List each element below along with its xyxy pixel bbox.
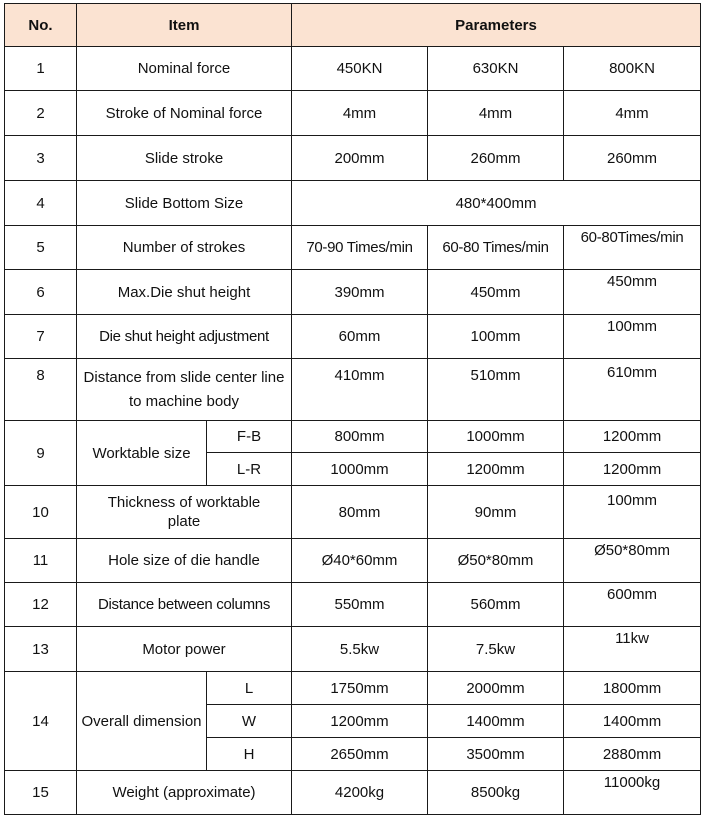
value-cell: 60-80Times/min [564,226,701,270]
row-number: 14 [5,672,77,771]
value-cell: 90mm [428,486,564,539]
table-row [5,270,701,315]
value-cell: 260mm [428,136,564,181]
item-label: Slide Bottom Size [77,181,292,226]
value-cell: 1400mm [428,705,564,738]
table-row [5,771,701,815]
row-number: 4 [5,181,77,226]
value-cell: 60mm [292,315,428,359]
sub-label: F-B [207,421,292,453]
table-row [5,136,701,181]
item-label: Distance between columns [77,583,292,627]
parameters-table [4,3,701,815]
header-no: No. [5,4,77,47]
value-cell: 1400mm [564,705,701,738]
value-cell: 100mm [564,486,701,539]
value-cell: 450mm [564,270,701,315]
item-label: Hole size of die handle [77,539,292,583]
value-cell: 11000kg [564,771,701,815]
value-cell: 410mm [292,359,428,421]
item-label: Overall dimension [77,672,207,771]
value-cell: 2880mm [564,738,701,771]
value-cell: 60-80 Times/min [428,226,564,270]
row-number: 5 [5,226,77,270]
sub-label: L-R [207,453,292,486]
value-cell: Ø50*80mm [564,539,701,583]
header-item: Item [77,4,292,47]
row-number: 6 [5,270,77,315]
value-cell: 550mm [292,583,428,627]
row-number: 9 [5,421,77,486]
value-cell: 450mm [428,270,564,315]
value-cell: 200mm [292,136,428,181]
row-number: 7 [5,315,77,359]
item-label: Die shut height adjustment [77,315,292,359]
item-label: Stroke of Nominal force [77,91,292,136]
item-label: Thickness of worktable plate [77,486,292,539]
value-cell: 480*400mm [292,181,701,226]
value-cell: 8500kg [428,771,564,815]
value-cell: 450KN [292,47,428,91]
value-cell: 630KN [428,47,564,91]
value-cell: 1200mm [564,421,701,453]
value-cell: Ø50*80mm [428,539,564,583]
item-label: Nominal force [77,47,292,91]
header-row [5,4,701,47]
item-label: Max.Die shut height [77,270,292,315]
value-cell: 260mm [564,136,701,181]
value-cell: 4mm [292,91,428,136]
value-cell: 100mm [564,315,701,359]
value-cell: 800KN [564,47,701,91]
table-row [5,91,701,136]
header-parameters: Parameters [292,4,701,47]
table-row [5,539,701,583]
value-cell: 7.5kw [428,627,564,672]
table-row [5,315,701,359]
row-number: 10 [5,486,77,539]
row-number: 15 [5,771,77,815]
value-cell: 80mm [292,486,428,539]
row-number: 2 [5,91,77,136]
row-number: 3 [5,136,77,181]
sub-label: H [207,738,292,771]
value-cell: 1200mm [292,705,428,738]
row-number: 11 [5,539,77,583]
value-cell: 11kw [564,627,701,672]
table-row [5,583,701,627]
value-cell: 2650mm [292,738,428,771]
value-cell: 1200mm [564,453,701,486]
value-cell: 510mm [428,359,564,421]
row-number: 1 [5,47,77,91]
table-row [5,421,701,453]
item-label: Number of strokes [77,226,292,270]
value-cell: 4200kg [292,771,428,815]
sub-label: W [207,705,292,738]
value-cell: 3500mm [428,738,564,771]
row-number: 12 [5,583,77,627]
value-cell: 4mm [564,91,701,136]
value-cell: 70-90 Times/min [292,226,428,270]
value-cell: 4mm [428,91,564,136]
row-number: 13 [5,627,77,672]
table-row [5,486,701,539]
value-cell: 600mm [564,583,701,627]
value-cell: 5.5kw [292,627,428,672]
value-cell: 610mm [564,359,701,421]
value-cell: 1000mm [292,453,428,486]
row-number: 8 [5,359,77,421]
value-cell: 1200mm [428,453,564,486]
value-cell: Ø40*60mm [292,539,428,583]
value-cell: 1000mm [428,421,564,453]
table-row [5,181,701,226]
table-row [5,359,701,421]
item-label: Worktable size [77,421,207,486]
item-label: Weight (approximate) [77,771,292,815]
value-cell: 1800mm [564,672,701,705]
item-label: Motor power [77,627,292,672]
value-cell: 390mm [292,270,428,315]
sub-label: L [207,672,292,705]
table-row [5,226,701,270]
value-cell: 100mm [428,315,564,359]
table-row [5,672,701,705]
item-label: Distance from slide center line to machine body [77,359,292,421]
table-row [5,627,701,672]
value-cell: 800mm [292,421,428,453]
value-cell: 1750mm [292,672,428,705]
item-label: Slide stroke [77,136,292,181]
value-cell: 2000mm [428,672,564,705]
table-row [5,47,701,91]
value-cell: 560mm [428,583,564,627]
